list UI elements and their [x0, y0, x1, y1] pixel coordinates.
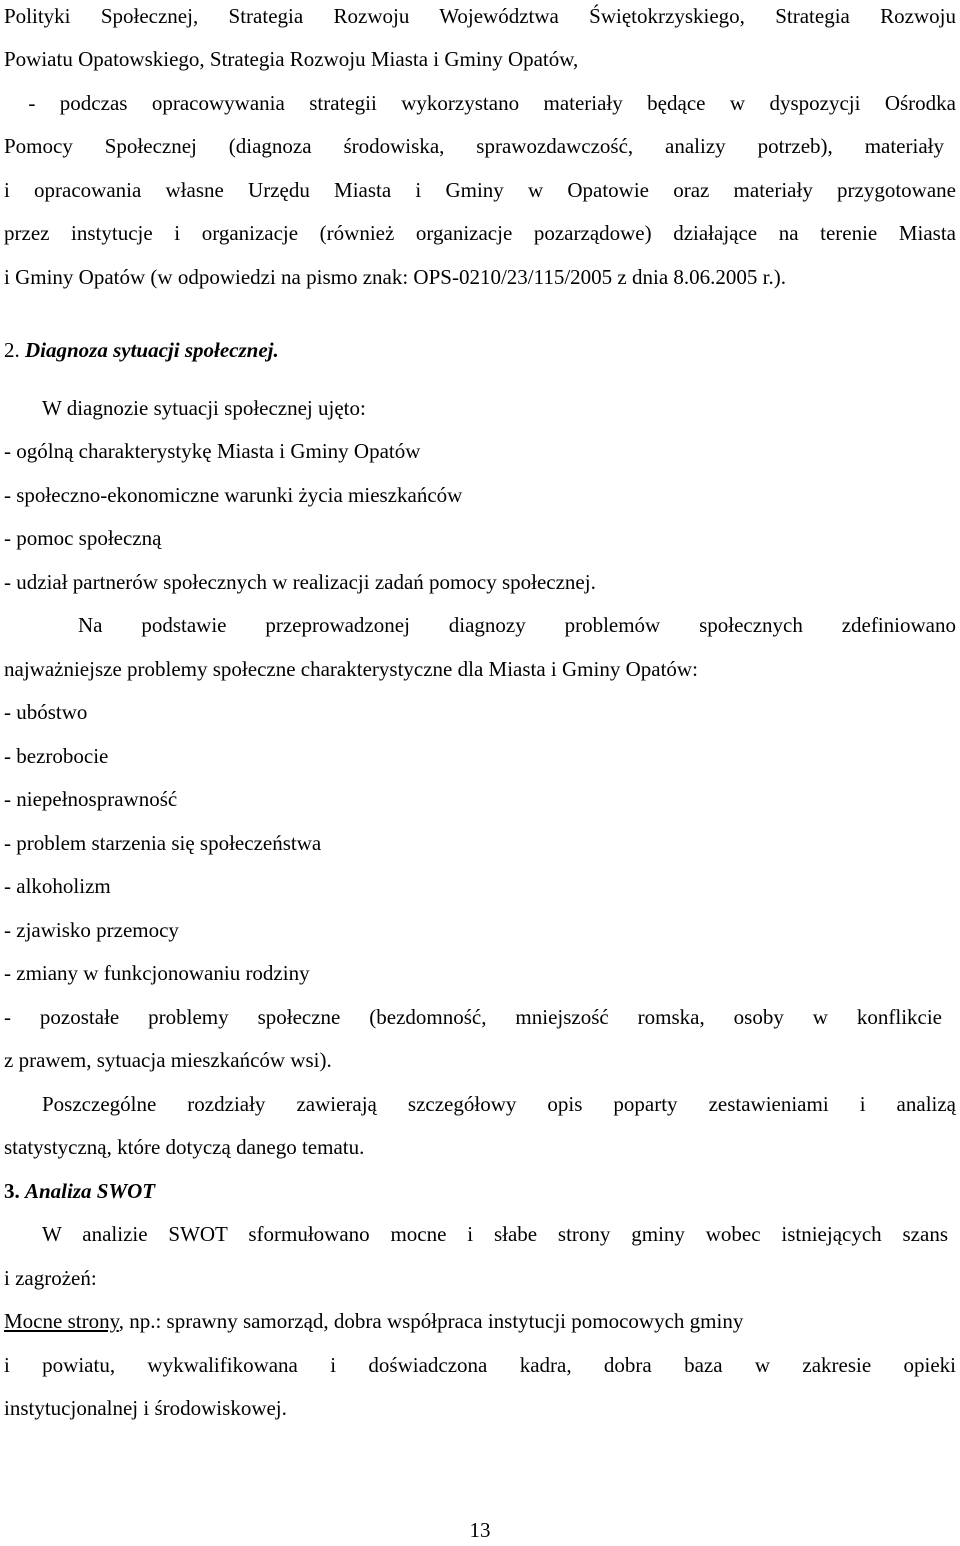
- text-line: Pomocy Społecznej (diagnoza środowiska, sprawozdawczość, analizy potrzeb), materiały: [4, 134, 944, 158]
- text-line: i Gminy Opatów (w odpowiedzi na pismo znak: OPS-0210/23/115/2005 z dnia 8.06.2005 r.).: [4, 265, 786, 289]
- paragraph-line: najważniejsze problemy społeczne charakterystyczne dla Miasta i Gminy Opatów:: [4, 657, 698, 681]
- page-number: 13: [469, 1518, 491, 1542]
- list-item: - problem starzenia się społeczeństwa: [4, 831, 322, 855]
- section-number: 2.: [4, 338, 20, 362]
- paragraph-line: i zagrożeń:: [4, 1266, 97, 1290]
- list-item: - bezrobocie: [4, 744, 109, 768]
- paragraph-line: Poszczególne rozdziały zawierają szczegółowy opis poparty zestawieniami i analizą: [42, 1092, 956, 1116]
- list-item: - społeczno-ekonomiczne warunki życia mieszkańców: [4, 483, 463, 507]
- text-line: przez instytucje i organizacje (również organizacje pozarządowe) działające na terenie Miasta: [4, 221, 956, 245]
- list-item: - pomoc społeczną: [4, 526, 162, 550]
- list-item: - pozostałe problemy społeczne (bezdomność, mniejszość romska, osoby w konflikcie: [4, 1005, 942, 1029]
- strengths-label: Mocne strony: [4, 1309, 119, 1333]
- text-line: Powiatu Opatowskiego, Strategia Rozwoju Miasta i Gminy Opatów,: [4, 47, 579, 71]
- list-item: - zjawisko przemocy: [4, 918, 179, 942]
- strengths-text: , np.: sprawny samorząd, dobra współpraca instytucji pomocowych gminy: [118, 1309, 744, 1333]
- text-line: i opracowania własne Urzędu Miasta i Gminy w Opatowie oraz materiały przygotowane: [4, 178, 956, 202]
- list-item: - zmiany w funkcjonowaniu rodziny: [4, 961, 310, 985]
- text-line: - podczas opracowywania strategii wykorzystano materiały będące w dyspozycji Ośrodka: [4, 91, 956, 115]
- list-item: - alkoholizm: [4, 874, 111, 898]
- paragraph-line: statystyczną, które dotyczą danego tematu.: [4, 1135, 365, 1159]
- paragraph-line: W analizie SWOT sformułowano mocne i słabe strony gminy wobec istniejących szans: [42, 1222, 948, 1246]
- paragraph-line: instytucjonalnej i środowiskowej.: [4, 1396, 287, 1420]
- list-item: z prawem, sytuacja mieszkańców wsi).: [4, 1048, 332, 1072]
- paragraph-line: Na podstawie przeprowadzonej diagnozy problemów społecznych zdefiniowano: [78, 613, 956, 637]
- list-item: - niepełnosprawność: [4, 787, 178, 811]
- list-item: - udział partnerów społecznych w realizacji zadań pomocy społecznej.: [4, 570, 596, 594]
- section-heading: [4, 1175, 956, 1207]
- text-line: Polityki Społecznej, Strategia Rozwoju Województwa Świętokrzyskiego, Strategia Rozwoju: [4, 4, 956, 28]
- section-title: Diagnoza sytuacji społecznej.: [25, 338, 279, 362]
- section-number: 3.: [4, 1179, 20, 1203]
- section-title: Analiza SWOT: [25, 1179, 156, 1203]
- strengths-line: [4, 1305, 944, 1337]
- list-item: - ogólną charakterystykę Miasta i Gminy Opatów: [4, 439, 421, 463]
- section-intro: W diagnozie sytuacji społecznej ujęto:: [42, 396, 366, 420]
- section-heading: [4, 334, 956, 366]
- list-item: - ubóstwo: [4, 700, 88, 724]
- paragraph-line: i powiatu, wykwalifikowana i doświadczona kadra, dobra baza w zakresie opieki: [4, 1353, 956, 1377]
